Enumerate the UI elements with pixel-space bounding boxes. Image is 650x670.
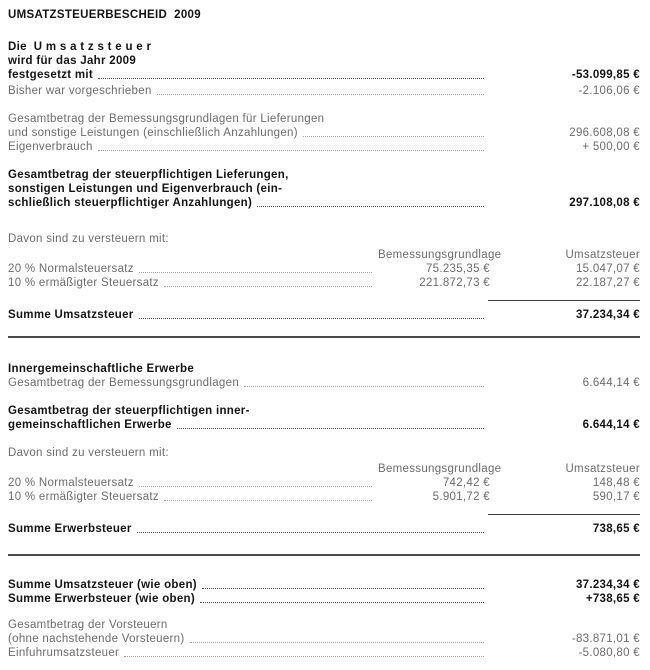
input-tax-label: (ohne nachstehende Vorsteuern) [8,633,185,645]
sum-umsatzsteuer-value: 37.234,34 € [575,309,640,321]
normal-rate-base: 742,42 € [442,477,490,489]
assessed-amount-row [8,68,640,82]
section-tax-table-2 [8,446,640,536]
reduced-rate-tax: 22.187,27 € [575,277,640,289]
intra-total-row [8,418,640,432]
sum-underline [488,300,640,301]
section-intra-total [8,404,640,432]
table1-row-reduced-rate [8,276,640,290]
sum-erwerbsteuer-value: 738,65 € [592,523,640,535]
table1-sum-row [8,308,640,322]
document-title: UMSATZSTEUERBESCHEID 2009 [8,9,201,21]
bases-row-own-use [8,140,640,154]
dot-leader [200,602,484,603]
intra-total-value: 6.644,14 € [582,419,640,431]
totals-umsatzsteuer-row [8,578,640,592]
dot-leader [244,386,484,387]
reduced-rate-base: 221.872,73 € [419,277,490,289]
intra-bases-value: 6.644,14 € [582,377,640,389]
section-intra-community [8,362,640,390]
taxable-total-line2: sonstigen Leistungen und Eigenverbrauch (ein- [8,183,283,195]
dot-leader [139,272,372,273]
input-tax-value: -83.871,01 € [571,633,640,645]
own-use-value: + 500,00 € [582,141,640,153]
input-tax-line1: Gesamtbetrag der Vorsteuern [8,619,168,631]
import-vat-label: Einfuhrumsatzsteuer [8,647,120,659]
taxable-total-value: 297.108,08 € [569,197,640,209]
normal-rate-tax: 148,48 € [592,477,640,489]
section-tax-table-1 [8,232,640,322]
section-taxable-total [8,168,640,210]
section-bases [8,112,640,154]
intra-bases-row [8,376,640,390]
section-divider-rule [8,554,640,556]
table2-header-row [8,462,640,476]
dot-leader [257,206,484,207]
bases-services-label: und sonstige Leistungen (einschließlich Anzahlungen) [8,127,298,139]
table1-intro: Davon sind zu versteuern mit: [8,233,169,245]
normal-rate-tax: 15.047,07 € [575,263,640,275]
sum-underline [488,514,640,515]
bases-row-services [8,126,640,140]
input-tax-row [8,632,640,646]
reduced-rate-tax: 590,17 € [592,491,640,503]
table2-row-normal-rate [8,476,640,490]
totals-erwerbsteuer-row [8,592,640,606]
table2-col1-header: Bemessungsgrundlage [378,463,502,475]
intra-bases-label: Gesamtbetrag der Bemessungsgrundlagen [8,377,240,389]
table1-row-normal-rate [8,262,640,276]
assessed-amount-value: -53.099,85 € [571,69,640,81]
dot-leader [98,78,484,79]
table2-col2-header: Umsatzsteuer [565,463,640,475]
section-assessment [8,40,640,98]
dot-leader [303,136,484,137]
intra-heading: Innergemeinschaftliche Erwerbe [8,363,195,375]
bases-services-value: 296.608,08 € [569,127,640,139]
table2-sum-row [8,522,640,536]
normal-rate-base: 75.235,35 € [425,263,490,275]
dot-leader [177,428,484,429]
totals-umsatzsteuer-label: Summe Umsatzsteuer (wie oben) [8,579,197,591]
normal-rate-label: 20 % Normalsteuersatz [8,477,134,489]
table1-col1-header: Bemessungsgrundlage [378,249,502,261]
reduced-rate-label: 10 % ermäßigter Steuersatz [8,491,159,503]
dot-leader [202,588,484,589]
intra-total-label: gemeinschaftlichen Erwerbe [8,419,172,431]
previous-amount-label: Bisher war vorgeschrieben [8,85,152,97]
import-vat-row [8,646,640,660]
import-vat-value: -5.080,80 € [578,647,640,659]
reduced-rate-base: 5.901,72 € [432,491,490,503]
dot-leader [157,94,484,95]
table2-intro: Davon sind zu versteuern mit: [8,447,169,459]
totals-erwerbsteuer-value: +738,65 € [585,593,640,605]
dot-leader [139,318,484,319]
bases-line1: Gesamtbetrag der Bemessungsgrundlagen für Lieferungen [8,113,325,125]
table1-col2-header: Umsatzsteuer [565,249,640,261]
dot-leader [190,642,484,643]
own-use-label: Eigenverbrauch [8,141,93,153]
totals-erwerbsteuer-label: Summe Erwerbsteuer (wie oben) [8,593,195,605]
sum-umsatzsteuer-label: Summe Umsatzsteuer [8,309,134,321]
assessed-amount-label: festgesetzt mit [8,69,94,81]
previous-amount-row [8,84,640,98]
previous-amount-value: -2.106,06 € [578,85,640,97]
assessment-heading-line2: wird für das Jahr 2009 [8,55,137,67]
assessment-heading-line1: Die U m s a t z s t e u e r [8,41,152,53]
totals-umsatzsteuer-value: 37.234,34 € [575,579,640,591]
normal-rate-label: 20 % Normalsteuersatz [8,263,134,275]
reduced-rate-label: 10 % ermäßigter Steuersatz [8,277,159,289]
dot-leader [137,532,484,533]
taxable-total-line1: Gesamtbetrag der steuerpflichtigen Lieferungen, [8,169,289,181]
table2-row-reduced-rate [8,490,640,504]
dot-leader [98,150,484,151]
section-divider-rule [8,336,640,338]
dot-leader [139,486,372,487]
dot-leader [124,656,484,657]
table1-header-row [8,248,640,262]
taxable-total-row [8,196,640,210]
section-combined-totals [8,578,640,606]
dot-leader [164,286,372,287]
sum-erwerbsteuer-label: Summe Erwerbsteuer [8,523,132,535]
intra-total-line1: Gesamtbetrag der steuerpflichtigen inner- [8,405,250,417]
section-input-tax [8,618,640,660]
dot-leader [164,500,372,501]
taxable-total-label: schließlich steuerpflichtiger Anzahlungen) [8,197,253,209]
